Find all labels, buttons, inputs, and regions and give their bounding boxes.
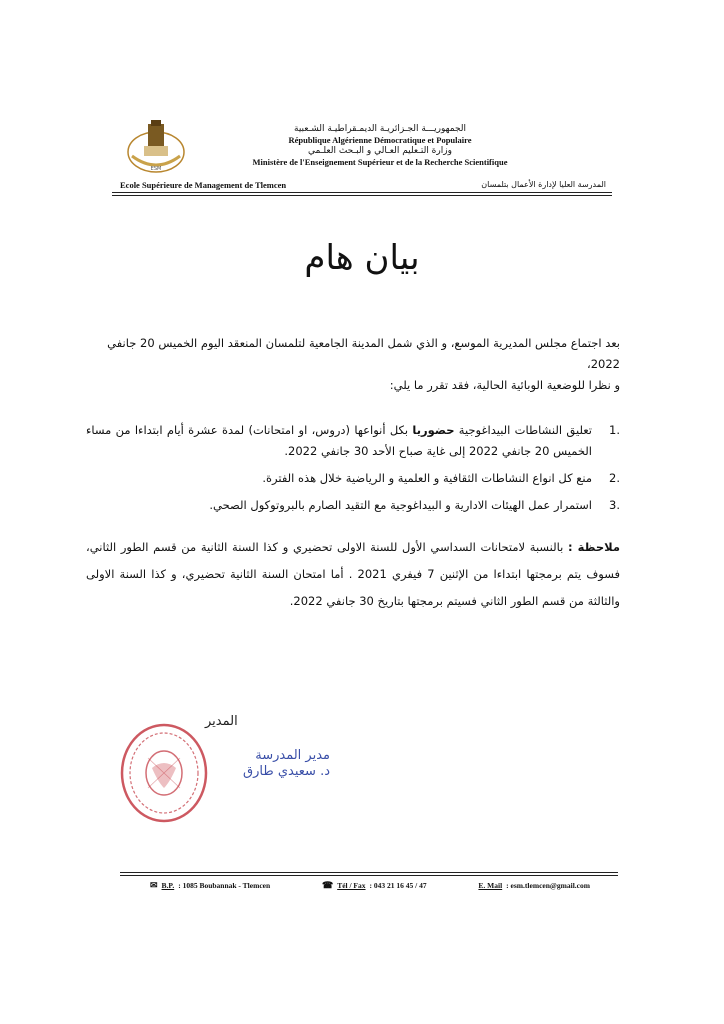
phone-label: Tél / Fax: [337, 881, 366, 890]
footer: [150, 880, 590, 891]
item-number: .2: [609, 471, 620, 485]
decision-item-1: [86, 420, 620, 462]
phone-icon: ☎: [321, 880, 334, 890]
footer-divider: [120, 872, 618, 873]
school-logo-icon: [124, 118, 188, 178]
email-label: E. Mail: [478, 881, 503, 890]
header-ar-republic: الجمهوريـــة الجـزائريـة الديمـقراطيـة الشـعبية: [294, 124, 466, 134]
address-label: B.P.: [161, 881, 175, 890]
note-label: ملاحظة :: [568, 540, 620, 554]
footer-email: [478, 880, 590, 891]
address-value: : 1085 Boubannak - Tlemcen: [178, 881, 271, 890]
item-text: استمرار عمل الهيئات الادارية و البيداغوجية مع التقيد الصارم بالبروتوكول الصحي.: [209, 498, 592, 512]
email-value: : esm.tlemcen@gmail.com: [506, 881, 590, 890]
footer-divider-thin: [120, 875, 618, 876]
header-fr-ministry: Ministère de l'Enseignement Supérieur et de la Recherche Scientifique: [252, 157, 508, 167]
mailbox-icon: ✉: [150, 880, 158, 890]
item-number: .3: [609, 498, 620, 512]
header-ar-ministry: وزارة التـعليم العـالي و البـحث العلـمي: [308, 146, 452, 156]
note-text: بالنسبة لامتحانات السداسي الأول للسنة الاولى تحضيري و كذا السنة الثانية من قسم الطور الثاني، فسوف يتم برمجتها ابتداءا من الإثنين 7 فيفري 2021 . أما امتحان السنة الثانية تحضيري، و كذا السنة الاولى والثالثة من قسم الطور الثاني فسيتم برمجتها بتاريخ 30 جانفي 2022.: [86, 540, 620, 608]
note-paragraph: [86, 534, 620, 615]
item-text: منع كل انواع النشاطات الثقافية و العلمية و الرياضية خلال هذه الفترة.: [262, 471, 592, 485]
director-label: المدير: [205, 714, 238, 729]
footer-phone: [322, 880, 427, 891]
official-stamp-icon: [118, 718, 210, 828]
decision-item-3: [86, 495, 620, 516]
signature: [220, 748, 330, 780]
item-text-bold: حضوريا: [412, 423, 455, 437]
announcement-body: [86, 333, 620, 615]
signature-line-1: مدير المدرسة: [255, 748, 330, 763]
item-number: .1: [609, 423, 620, 437]
institution-header: [200, 124, 560, 168]
header-divider-thin: [112, 195, 612, 196]
footer-address: [150, 880, 270, 891]
svg-text:ESM: ESM: [150, 166, 162, 172]
intro-line-2: و نظرا للوضعية الوبائية الحالية، فقد تقرر ما يلي:: [389, 378, 620, 392]
item-text-after: بكل أنواعها (دروس، او امتحانات) لمدة عشرة أيام ابتداءا من مساء الخميس 20 جانفي 2022 إلى غاية صباح الأحد 30 جانفي 2022.: [86, 423, 592, 458]
page-title: بيان هام: [304, 238, 420, 278]
header-divider: [112, 192, 612, 193]
decision-item-2: [86, 468, 620, 489]
item-text-before: تعليق النشاطات البيداغوجية: [454, 423, 592, 437]
intro-line-1: بعد اجتماع مجلس المديرية الموسع، و الذي شمل المدينة الجامعية لتلمسان المنعقد اليوم الخميس 20 جانفي 2022،: [107, 336, 620, 371]
school-name-fr: Ecole Supérieure de Management de Tlemcen: [120, 180, 287, 190]
signature-line-2: د. سعيدي طارق: [243, 764, 330, 779]
phone-value: : 043 21 16 45 / 47: [369, 881, 427, 890]
header-fr-republic: République Algérienne Démocratique et Populaire: [288, 135, 472, 145]
school-name-ar: المدرسة العليا لإدارة الأعمال بتلمسان: [481, 180, 606, 189]
